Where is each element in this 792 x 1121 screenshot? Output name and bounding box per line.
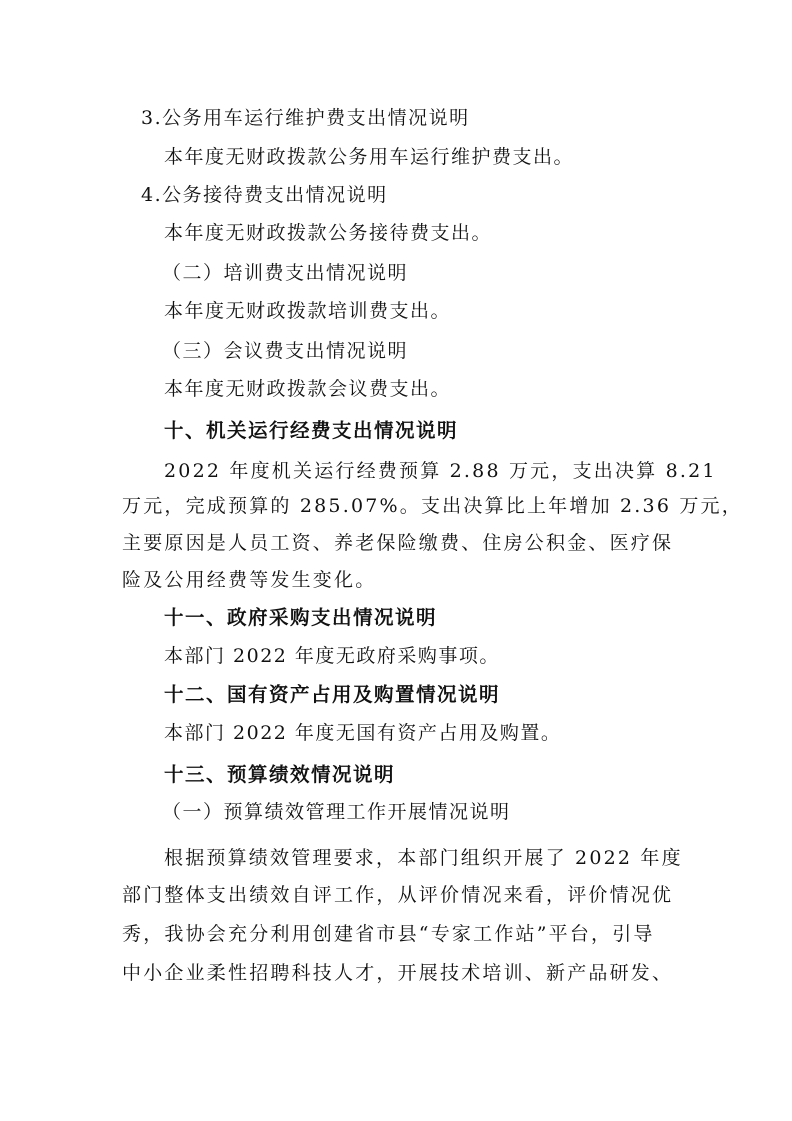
paragraph-assets: 本部门 2022 年度无国有资产占用及购置。 [164,722,562,744]
section-heading-11: 十一、政府采购支出情况说明 [164,606,438,629]
paragraph-training: 本年度无财政拨款培训费支出。 [164,300,452,322]
paragraph-vehicle: 本年度无财政拨款公务用车运行维护费支出。 [164,146,575,168]
subsection-heading-vehicle: 3.公务用车运行维护费支出情况说明 [141,107,470,129]
section-heading-13: 十三、预算绩效情况说明 [164,763,396,786]
subsection-heading-training: （二）培训费支出情况说明 [162,262,409,284]
paragraph-line: 主要原因是人员工资、养老保险缴费、住房公积金、医疗保 [122,532,674,554]
paragraph-line: 万元，完成预算的 285.07%。支出决算比上年增加 2.36 万元， [122,495,743,517]
paragraph-reception: 本年度无财政拨款公务接待费支出。 [164,222,493,244]
subsection-heading-reception: 4.公务接待费支出情况说明 [141,184,388,206]
paragraph-line: 秀，我协会充分利用创建省市县“专家工作站”平台，引导 [122,923,655,945]
subsection-heading-meeting: （三）会议费支出情况说明 [162,340,409,362]
paragraph-line: 2022 年度机关运行经费预算 2.88 万元，支出决算 8.21 [164,460,717,482]
paragraph-line: 部门整体支出绩效自评工作，从评价情况来看，评价情况优 [122,884,674,906]
paragraph-line: 根据预算绩效管理要求，本部门组织开展了 2022 年度 [164,847,683,869]
section-heading-10: 十、机关运行经费支出情况说明 [164,419,459,442]
section-heading-12: 十二、国有资产占用及购置情况说明 [164,683,501,706]
paragraph-procurement: 本部门 2022 年度无政府采购事项。 [164,645,500,667]
paragraph-line: 险及公用经费等发生变化。 [122,569,377,591]
paragraph-meeting: 本年度无财政拨款会议费支出。 [164,378,452,400]
subsection-heading-performance: （一）预算绩效管理工作开展情况说明 [162,801,511,823]
paragraph-line: 中小企业柔性招聘科技人才，开展技术培训、新产品研发、 [122,962,674,984]
